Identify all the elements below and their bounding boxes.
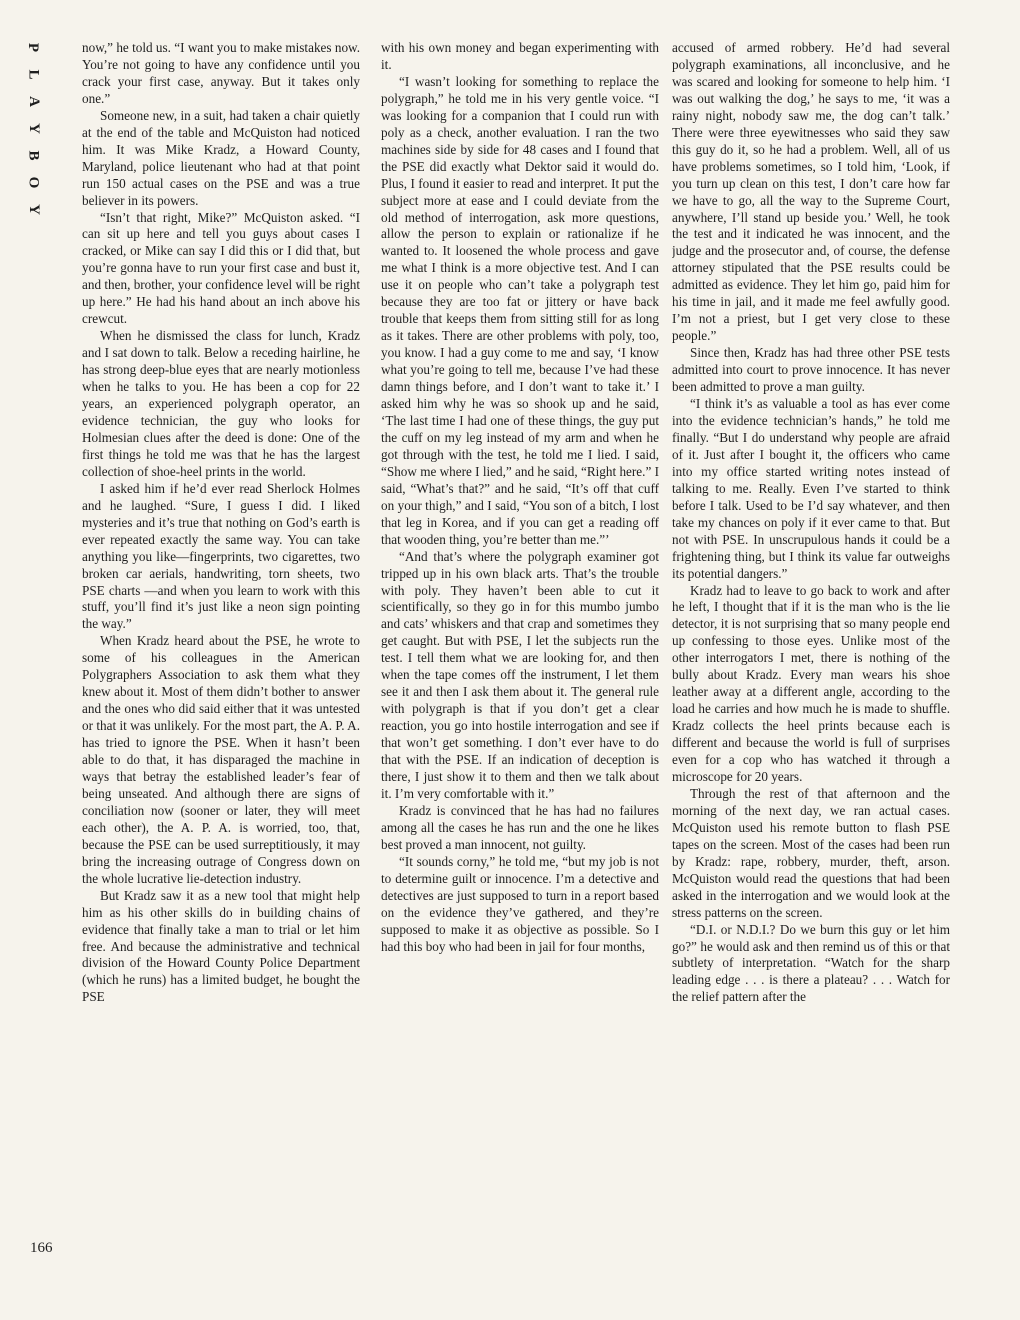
paragraph: “And that’s where the polygraph examiner got tripped up in his own black arts. That’s the trouble with poly. They haven’t been able to cut it scientifically, so they go in for this mumbo jumbo and cats’ whiskers and that crap and sometimes they get caught. But with PSE, I let the subjects run the test. I tell them what we are looking for, and then when the tape comes off the instrument, I let them see it and then I ask them about it. The general rule with polygraph is that if you don’t get a clear reaction, you go into hostile interrogation and see if that won’t get something. I don’t ever have to do that with the PSE. If an indication of deception is there, I just show it to them and then we talk about it. I’m very comfortable with it.” <box>381 548 659 801</box>
paragraph: with his own money and began experimenting with it. <box>381 40 659 72</box>
page-number: 166 <box>30 1240 53 1256</box>
paragraph: “I think it’s as valuable a tool as has ever come into the evidence technician’s hands,” he told me finally. “But I do understand why people are afraid of it. Just after I bought it, the officers who came into my office started writing notes instead of talking to me. Really. Even I’ve started to think before I talk. Used to be I’d say whatever, and then take my chances on poly if it ever came to that. But not with PSE. In unscrupulous hands it could be a frightening thing, but I think its value far outweighs its potential dangers.” <box>672 396 950 581</box>
magazine-letter: B <box>25 150 42 161</box>
magazine-letter: O <box>25 176 42 189</box>
text-column-2 <box>381 40 659 1270</box>
magazine-letter: A <box>25 96 42 107</box>
paragraph: When he dismissed the class for lunch, Kradz and I sat down to talk. Below a receding hairline, he has strong deep-blue eyes that are nearly motionless when he talks to you. He has been a cop for 22 years, an experienced polygraph operator, an evidence technician, the guy who looks for Holmesian clues after the deed is done: One of the first things he told me was that he has the largest collection of shoe-heel prints in the world. <box>82 328 360 479</box>
paragraph: accused of armed robbery. He’d had several polygraph examinations, all inconclusive, and he was scared and looking for someone to help him. ‘I was out walking the dog,’ he says to me, ‘it was a rainy night, nobody saw me, the dog can’t talk.’ There were three eyewitnesses who said they saw this guy do it, so he had a problem. Well, all of us have problems sometimes, so I told him, ‘Look, if you turn up clean on this test, I don’t care how far we have to go, all the way to the Supreme Court, anywhere, I’ll stand up beside you.’ Well, he took the test and it indicated he was innocent, and the judge and the prosecutor and, of course, the defense attorney stipulated that the PSE results could be admitted as evidence. They let him go, paid him for his time in jail, and it made me feel awfully good. I’m not a priest, but I get very close to these people.” <box>672 40 950 344</box>
magazine-letter: L <box>25 69 42 80</box>
paragraph: Someone new, in a suit, had taken a chair quietly at the end of the table and McQuiston had noticed him. It was Mike Kradz, a Howard County, Maryland, police lieutenant who had at that point run 150 actual cases on the PSE and was a true believer in its powers. <box>82 107 360 208</box>
paragraph: Since then, Kradz has had three other PSE tests admitted into court to prove innocence. It has never been admitted to prove a man guilty. <box>672 345 950 395</box>
paragraph: “Isn’t that right, Mike?” McQuiston asked. “I can sit up here and tell you guys about cases I cracked, or Mike can say I did this or I did that, but you’re gonna have to run your first case and bust it, and then, brother, your confidence level will be right up here.” He had his hand about an inch above his crewcut. <box>82 209 360 327</box>
text-column-3 <box>672 40 950 1270</box>
paragraph: I asked him if he’d ever read Sherlock Holmes and he laughed. “Sure, I guess I did. I liked mysteries and it’s true that nothing on God’s earth is ever repeated exactly the same way. You can take anything you like—fingerprints, two cigarettes, two broken car aerials, handwriting, torn sheets, two PSE charts —and when you learn to work with this stuff, you’ll find it’s just like a neon sign pointing the way.” <box>82 480 360 632</box>
paragraph: Kradz had to leave to go back to work and after he left, I thought that if it is the man who is the lie detector, it is not surprising that so many people end up confessing to those eyes. Unlike most of the other interrogators I met, there is nothing of the bully about Kradz. Every man wears his shoe leather away at a different angle, according to the load he carries and how much he is made to shuffle. Kradz collects the heel prints because each is different and because the world is full of surprises even for a cop who has watched it through a microscope for 20 years. <box>672 582 950 784</box>
paragraph: But Kradz saw it as a new tool that might help him as his other skills do in building chains of evidence that finally take a man to trial or let him free. And because the administrative and technical division of the Howard County Police Department (which he runs) has a limited budget, he bought the PSE <box>82 887 360 1005</box>
text-column-1 <box>82 40 360 1270</box>
magazine-letter: Y <box>25 123 42 134</box>
paragraph: Through the rest of that afternoon and the morning of the next day, we ran actual cases. McQuiston used his remote button to flash PSE tapes on the screen. Most of the cases had been run by Kradz: rape, robbery, murder, theft, arson. McQuiston would read the questions that had been asked in the interrogation and we would look at the stress patterns on the screen. <box>672 785 950 920</box>
magazine-letter: Y <box>25 204 42 215</box>
paragraph: now,” he told us. “I want you to make mistakes now. You’re not going to have any confidence until you crack your first case, anyway. But it takes only one.” <box>82 40 360 106</box>
paragraph: When Kradz heard about the PSE, he wrote to some of his colleagues in the American Polygraphers Association to ask them what they knew about it. Most of them didn’t bother to answer and the ones who did said either that it was untested or that it was unlikely. For the most part, the A. P. A. has tried to ignore the PSE. When it hasn’t been able to do that, it has disparaged the machine in ways that betray the established leader’s fear of being unseated. And although there are signs of conciliation now (sooner or later, they will meet each other), the A. P. A. is worried, too, that, because the PSE can be used surreptitiously, it may bring the increasing outrage of Congress down on the whole lucrative lie-detection industry. <box>82 633 360 886</box>
paragraph: “It sounds corny,” he told me, “but my job is not to determine guilt or innocence. I’m a detective and detectives are just supposed to turn in a report based on the evidence they’ve gathered, and they’re supposed to make it as objective as possible. So I had this boy who had been in jail for four months, <box>381 853 659 954</box>
paragraph: “I wasn’t looking for something to replace the polygraph,” he told me in his very gentle voice. “I was looking for a companion that I could run with poly as a check, another evaluation. I ran the two machines side by side for 48 cases and I found that the PSE did exactly what Dektor said it would do. Plus, I found it easier to read and interpret. It put the subject more at ease and I could deviate from the old method of interrogation, ask more questions, allow the person to explain or rationalize if he wanted to. It loosened the whole process and gave me what I think is a more objective test. And I can use it on people who can’t take a polygraph test because they are too fat or jittery or have back trouble that keeps them from sitting still for as long as it takes. There are other problems with poly, too, you know. I had a guy come to me and say, ‘I know what you’re going to tell me, because I’ve had these damn things before, and I don’t want to take it.’ I asked him why he was so shook up and he said, ‘The last time I had one of these things, the guy put the cuff on my leg instead of my arm and when he got through with the test, he told me I lied. I said, “Show me where I lied,” and he said, “Right here.” I said, “What’s that?” and he said, “It’s off that cuff on your thigh,” and I said, “You son of a bitch, I lost that leg in Korea, and if you can get a reading off that wooden thing, you’re better than me.”’ <box>381 73 659 547</box>
magazine-name-vertical <box>18 34 48 354</box>
paragraph: Kradz is convinced that he has had no failures among all the cases he has run and the one he likes best proved a man innocent, not guilty. <box>381 802 659 852</box>
paragraph: “D.I. or N.D.I.? Do we burn this guy or let him go?” he would ask and then remind us of this or that subtlety of interpretation. “Watch for the sharp leading edge . . . is there a plateau? . . . Watch for the relief pattern after the <box>672 921 950 1005</box>
magazine-letter: P <box>25 42 42 53</box>
